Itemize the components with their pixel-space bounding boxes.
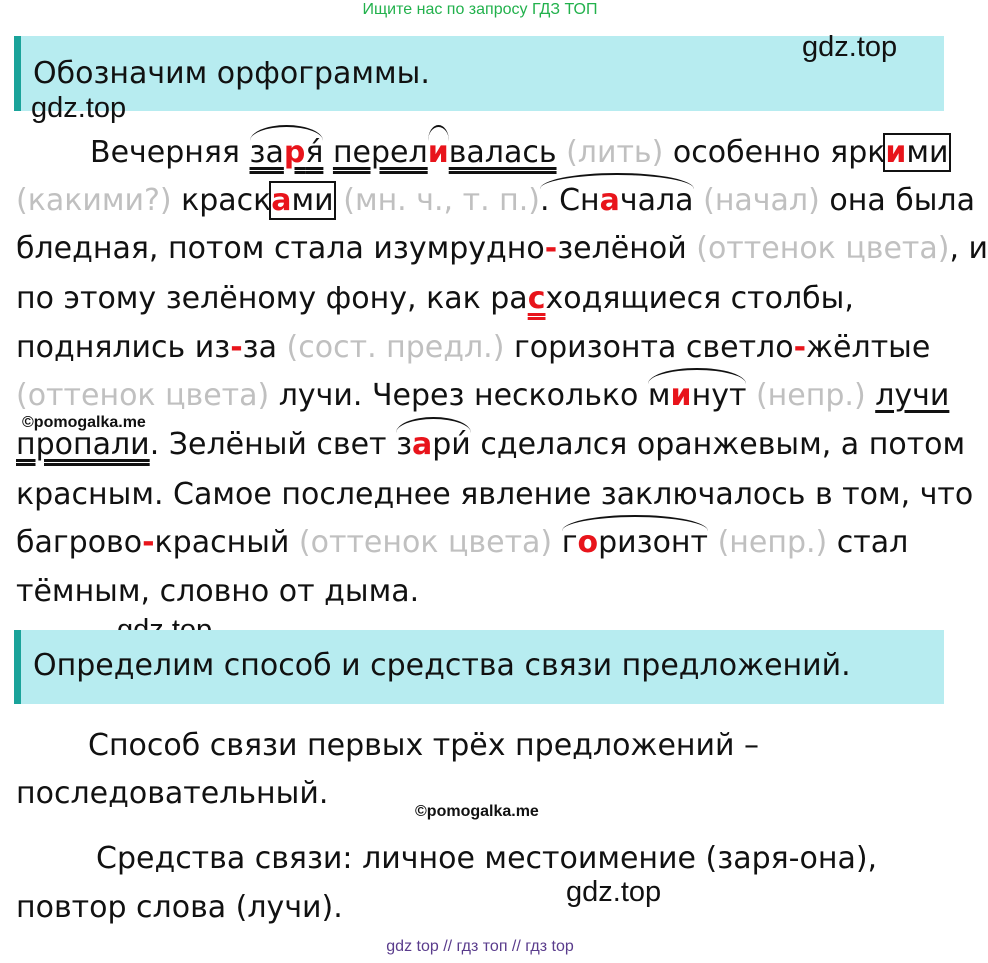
text-line-5: поднялись из-за (сост. предл.) горизонта светло-жёлтые [16, 330, 931, 365]
section-heading-connection [14, 630, 944, 704]
watermark-pomogalka: ©pomogalka.me [22, 414, 146, 431]
watermark-pomogalka: ©pomogalka.me [415, 803, 539, 820]
text-line-6: (оттенок цвета) лучи. Через несколько минут (непр.) лучи [16, 374, 949, 418]
bottom-banner: gdz top // гдз топ // гдз top [386, 938, 574, 955]
answer-text: Способ связи первых трёх предложений – [88, 728, 760, 763]
watermark-gdz: gdz.top [566, 876, 662, 908]
answer-text: Средства связи: личное местоимение (заря-она), [96, 841, 878, 876]
watermark-gdz: gdz.top [31, 92, 127, 124]
text-line-4: по этому зелёному фону, как расходящиеся столбы, [16, 281, 854, 316]
section-title: Определим способ и средства связи предложений. [33, 648, 851, 683]
text-line-9: багрово-красный (оттенок цвета) горизонт (непр.) стал [16, 521, 908, 565]
text-line-8: красным. Самое последнее явление заключалось в том, что [16, 477, 974, 512]
watermark-gdz: gdz.top [802, 31, 898, 63]
answer-text: повтор слова (лучи). [16, 890, 343, 925]
text-line-3: бледная, потом стала изумрудно-зелёной (оттенок цвета), и [16, 231, 988, 266]
top-banner: Ищите нас по запросу ГДЗ ТОП [362, 1, 598, 18]
text-line-7: пропали. Зелёный свет зари́ сделался оранжевым, а потом [16, 423, 965, 467]
answer-text: последовательный. [16, 776, 329, 811]
text-line-2: (какими?) красками (мн. ч., т. п.). Сначала (начал) она была [16, 179, 975, 223]
text-line-1: Вечерняя заря́ переливалась (лить) особенно яркими [90, 131, 949, 175]
section-title: Обозначим орфограммы. [33, 56, 430, 91]
text-line-10: тёмным, словно от дыма. [16, 574, 420, 609]
